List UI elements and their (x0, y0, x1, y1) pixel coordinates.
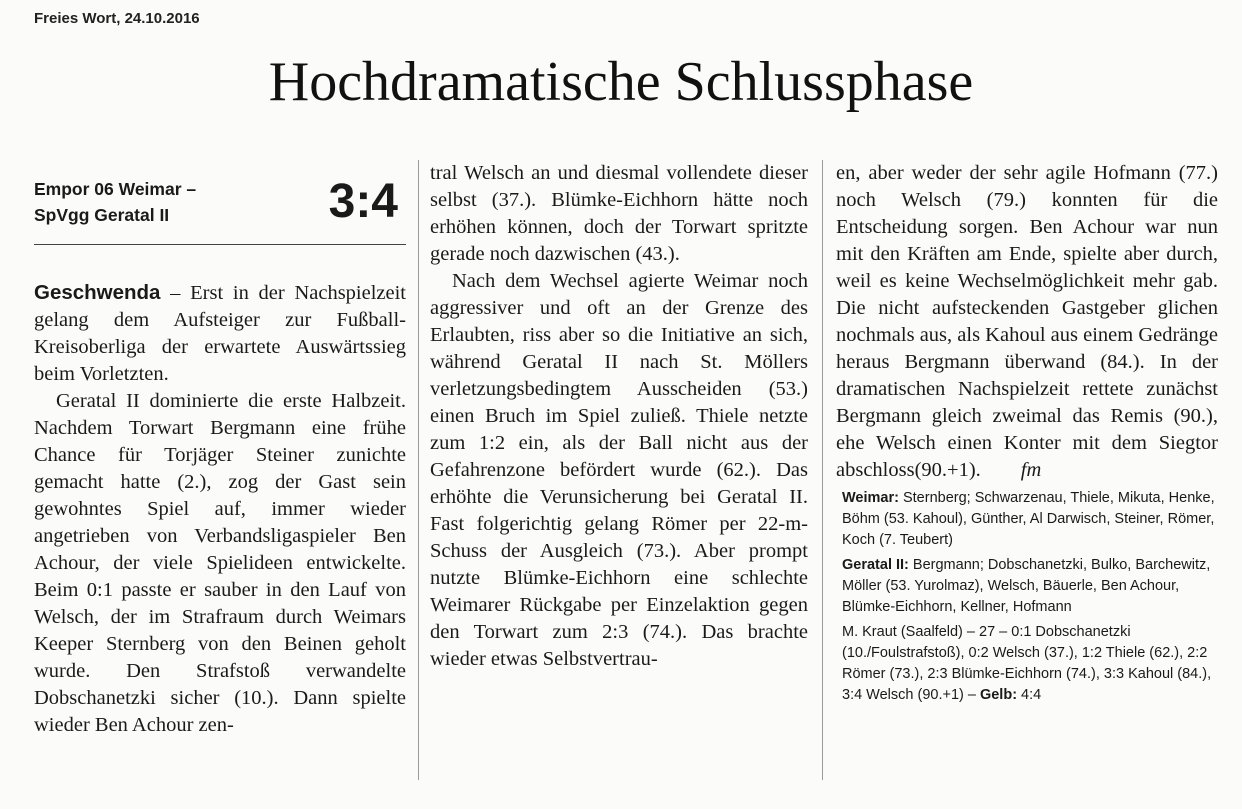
lead-text: – Erst in der Nachspielzeit gelang dem Aufsteiger zur Fußball-Kreisoberliga der erwartete Auswärtssieg beim Vorletzten. (34, 282, 406, 385)
headline: Hochdramatische Schlussphase (268, 51, 974, 113)
body-paragraph: Geratal II dominierte die erste Halbzeit. Nachdem Torwart Bergmann eine frühe Chance für Torjäger Steiner zunichte gemacht hatte (2.), zog der Gast sein gewohntes Spiel auf, immer wieder angetrieben von Verbandsligaspieler Ben Achour, der viele Spielideen entwickelte. Beim 0:1 passte er sauber in den Lauf von Welsch, der im Strafraum durch Weimars Keeper Sternberg von den Beinen geholt wurde. Den Strafstoß verwandelte Dobschanetzki sicher (10.). Dann spielte wieder Ben Achour zen- (34, 390, 406, 736)
lineup-geratal (842, 555, 1218, 618)
lineup-geratal-label: Geratal II: (842, 557, 909, 573)
match-info (842, 622, 1218, 706)
lineup-weimar-label: Weimar: (842, 490, 899, 506)
article-column-1 (34, 160, 406, 739)
dateline-place: Geschwenda (34, 281, 161, 304)
body-text: en, aber weder der sehr agile Hofmann (77.) noch Welsch (79.) konnten für die Entscheidung sorgen. Ben Achour war nun mit den Kräften am Ende, spielte aber durch, weil es keine Wechselmöglichkeit mehr gab. Die nicht aufsteckenden Gastgeber glichen nochmals aus, als Kahoul aus einem Gedränge heraus Bergmann überwand (84.). In der dramatischen Nachspielzeit rettete zunächst Bergmann gleich zweimal das Remis (90.), ehe Welsch einen Konter mit dem Siegtor abschloss(90.+1). (836, 162, 1218, 481)
column-divider-left (418, 160, 419, 780)
match-facts (836, 488, 1218, 706)
team-away: SpVgg Geratal II (34, 205, 170, 225)
lead-paragraph (34, 279, 406, 388)
author-initials: fm (1020, 459, 1042, 481)
lineup-weimar (842, 488, 1218, 551)
article-column-3 (836, 160, 1218, 710)
match-teams (34, 176, 196, 228)
score-box (34, 160, 406, 245)
final-score: 3:4 (328, 175, 398, 228)
team-home: Empor 06 Weimar – (34, 179, 197, 199)
yellow-cards-value: 4:4 (1017, 687, 1042, 703)
body-paragraph (836, 160, 1218, 484)
referee-goals: M. Kraut (Saalfeld) – 27 – 0:1 Dobschanetzki (10./Foulstrafstoß), 0:2 Welsch (37.), 1:2 Thiele (62.), 2:2 Römer (73.), 2:3 Blümke-Eichhorn (74.), 3:3 Kahoul (84.), 3:4 Welsch (90.+1) – (842, 624, 1212, 703)
source-line: Freies Wort, 24.10.2016 (34, 10, 200, 27)
lineup-geratal-players: Bergmann; Dobschanetzki, Bulko, Barchewitz, Möller (53. Yurolmaz), Welsch, Bäuerle, Ben Achour, Blümke-Eichhorn, Kellner, Hofmann (842, 557, 1211, 615)
article-column-2 (430, 160, 808, 673)
lineup-weimar-players: Sternberg; Schwarzenau, Thiele, Mikuta, Henke, Böhm (53. Kahoul), Günther, Al Darwisch, Steiner, Römer, Koch (7. Teubert) (842, 490, 1215, 548)
body-paragraph: tral Welsch an und diesmal vollendete dieser selbst (37.). Blümke-Eichhorn hätte noch erhöhen können, doch der Torwart spritzte gerade noch dazwischen (43.). (430, 162, 808, 265)
column-divider-right (822, 160, 823, 780)
yellow-cards-label: Gelb: (979, 687, 1018, 703)
body-paragraph: Nach dem Wechsel agierte Weimar noch aggressiver und oft an der Grenze des Erlaubten, riss aber so die Initiative an sich, während Geratal II nach St. Möllers verletzungsbedingtem Ausscheiden (53.) einen Bruch im Spiel zuließ. Thiele netzte zum 1:2 ein, als der Ball nicht aus der Gefahrenzone befördert wurde (62.). Das erhöhte die Verunsicherung bei Geratal II. Fast folgerichtig gelang Römer per 22-m-Schuss der Ausgleich (73.). Aber prompt nutzte Blümke-Eichhorn eine schlechte Weimarer Rückgabe per Einzelaktion gegen den Torwart zum 2:3 (74.). Das brachte wieder etwas Selbstvertrau- (430, 270, 808, 670)
